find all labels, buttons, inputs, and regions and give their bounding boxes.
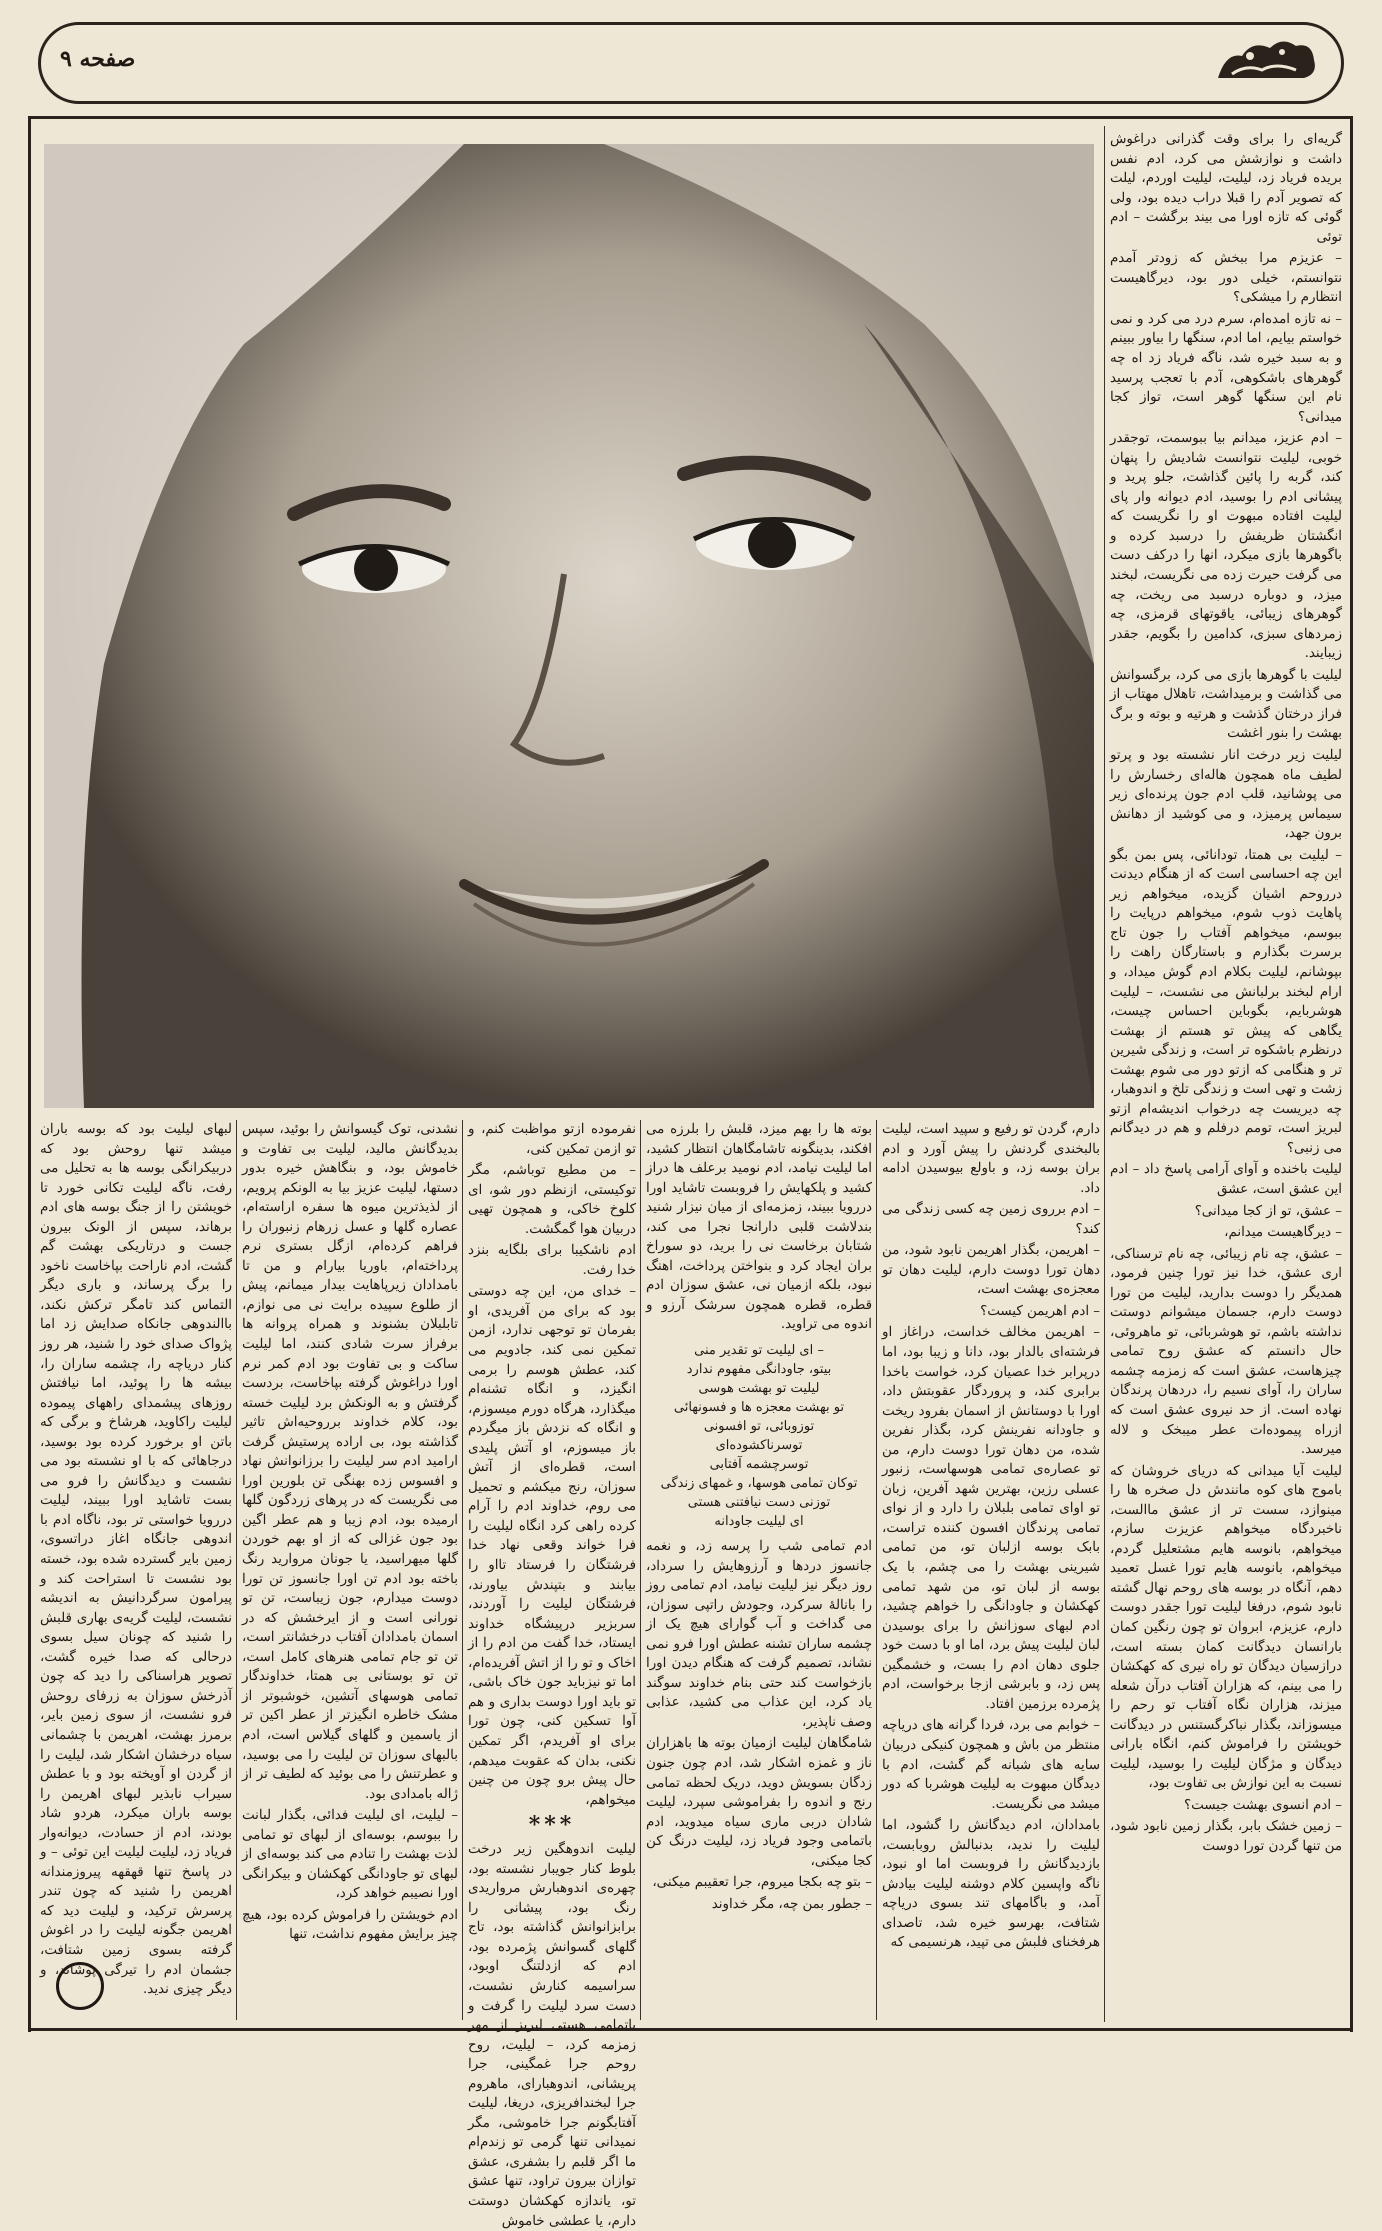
paragraph: بامدادان، ادم دیدگانش را گشود، اما لیلیت را ندید، بدنبالش روبابست، بازدیدگانش را فروبست اما او نبود، ناگه واپسین کلام دوشنه لیلیت بیادش آمد، و باگامهای تند بسوی دریاچه شتافت، بهرسو خیره شد، تاصدای هرفخنای فلبش می تپید، هرنسیمی که bbox=[882, 1818, 1100, 1951]
verse-line: توسرچشمه آفتابی bbox=[709, 1457, 809, 1473]
header-banner bbox=[38, 22, 1344, 104]
paragraph: گریه‌ای را برای وقت گذرانی دراغوش داشت و نوازشش می کرد، ادم نفس بریده فریاد زد، لیلیت، لیلیت اوردم، لیلت که تصویر آدم را قبلا دراب دیده بود، ولی گوئی که تازه اورا می بیند برگشت – ادم توئی bbox=[1110, 132, 1342, 245]
magazine-logo bbox=[1212, 34, 1320, 90]
paragraph: بوته ها را بهم میزد، قلبش را بلرزه می افکند، بدینگونه تاشامگاهان انتظار کشید، اما لیلیت نیامد، ادم نومید برعلف ها دراز کشید و پلکهایش را فروبست تاشاید اورا دررویا ببیند، زمزمه‌ای از میان نیزار شنید بندلاشت قلبی دارانجا نجرا می کند، شتابان برخاست نی را برید، دو سوراخ بران ایجاد کرد و بنواختن پرداخت، اهنگ نبود، بلکه ازمیان نی، عشق سوزان ادم قطره، قطره همچون سرشک آرزو و اندوه می تراوید. bbox=[646, 1122, 872, 1333]
text-column-e bbox=[40, 1120, 232, 1998]
column-divider bbox=[462, 1120, 463, 2020]
paragraph: – اهریمن مخالف خداست، دراغاز او فرشته‌ای بالدار بود، دانا و زیبا بود، اما درپرابر خدا عصیان کرد، خواست باخدا برابری کند، و پروردگار عقوبتش داد، اورا با دوستانش از اسمان بفرود ریخت و جاودانه نفرینش کرد، بگذار نفرین شده، من دهان تورا دوست دارم، من تو عصاره‌ی تمامی هوسهاست، زنبور عسلی رزین، بهترین شهد آفرین، زبان تو اوای تمامی بلبلان را دارد و از نوای تمامی پرندگان افسون کننده تراست، بابک بوسه ازلبان تو، من تمامی شیرینی بهشت را می چشم، با یک بوسه از لبان تو، من شهد تمامی کهکشان و جاودانگی را خواهم چشید، ادم لبهای سوزانش را برای بوسیدن لبان لیلیت پیش برد، اما او با دست خود جلوی دهان ادم را بست، و خشمگین پس زد، و بابرشی ازجا برخواست، ادم پژمرده برزمین افتاد. bbox=[882, 1325, 1100, 1712]
paragraph: – عشق، چه نام زیبائی، چه نام ترسناکی، اری عشق، خدا نیز تورا چنین فرمود، همدیگر را دوست بدارید، لیلیت من تورا دوست دارم، جسمان میشوانم دوستت نداشته باشم، تو هوشربائی، تو ماهروئی، حال دانستم که عشق روح تمامی چیزهاست، عشق است که زمزمه چشمه ساران را، آوای نسیم را، دردهان پرندگان نهاده است. از حد نیروی عشق است که ازراه پیموده‌ات عطر میبخک و لاله میرسد. bbox=[1110, 1246, 1342, 1458]
paragraph: لیلیت اندوهگین زیر درخت بلوط کنار جویبار نشسته بود، چهره‌ی اندوهبارش مرواریدی رنگ بود، پیشانی را برابزانوانش گذاشته بود، تاج گلهای گسوانش پژمرده بود، ادم که ازدلتنگ اوبود، سراسیمه کنارش نشست، دست سرد لیلیت را گرفت و باتمامی هستی لبریز از مهر زمزمه کرد، – لیلیت، روح روحم جرا غمگینی، جرا پریشانی، اندوهبارای، ماهروم جرا لبخندافریزی، دریغا، لیلیت آفتابگونم جرا خاموشی، مگر نمیدانی تنها گرمی تو زندم‌ام ما اگر قلبم را بشفری، عشق توازان بیرون تراود، تنها عشق تو، یاندازه کهکشان دوستت دارم، یا عطشی خاموش bbox=[468, 1842, 636, 2229]
paragraph: – زمین خشک بابر، بگذار زمین نابود شود، من تنها گردن تورا دوست bbox=[1110, 1819, 1342, 1855]
verse-line: توکان تمامی هوسها، و غمهای زندگی bbox=[660, 1476, 858, 1492]
verse-line: – ای لیلیت تو تقدیر منی bbox=[694, 1343, 824, 1359]
verse-line: تو بهشت معجزه ها و فسونهائی bbox=[673, 1400, 845, 1416]
paragraph: – خوابم می برد، فردا گرانه های دریاچه منتظر من باش و همچون کنیکی دربیان سایه های شبانه گم گشت، ادم با دیدگان مبهوت به لیلیت هوشربا که دور میشد می نگریست. bbox=[882, 1718, 1100, 1812]
text-column-right bbox=[1110, 130, 1342, 2020]
paragraph: – عشق، تو از کجا میدانی؟ bbox=[1194, 1203, 1342, 1219]
verse-line: توزوبائی، تو افسونی bbox=[703, 1419, 815, 1435]
paragraph: – من مطیع توباشم، مگر توکیستی، ازنظم دور شو، ای کلوخ خاکی، و همچون تهیی دربیان هوا گمگشت. bbox=[468, 1163, 636, 1237]
column-divider bbox=[876, 1120, 877, 2020]
paragraph: – ادم اهریمن کیست؟ bbox=[980, 1303, 1100, 1319]
paragraph: لیلیت زیر درخت انار نشسته بود و پرتو لطیف ماه همچون هاله‌ای رخسارش را می پوشانید، قلب ادم جون پرنده‌ای زیر سیماس پرمیزد، و می کوشید از دهانش برون جهد، bbox=[1110, 747, 1342, 842]
text-column-d bbox=[242, 1120, 458, 2020]
verse-block bbox=[646, 1341, 872, 1531]
verse-line: توسرناکشوده‌ای bbox=[715, 1438, 803, 1454]
paragraph: – جطور بمن چه، مگر خداوند bbox=[711, 1896, 872, 1912]
verse-line: توزنی دست نیافتنی هستی bbox=[687, 1495, 831, 1511]
paragraph: نفرموده ازتو مواظبت کنم، و تو ازمن تمکین کنی، bbox=[468, 1122, 636, 1157]
paragraph: شامگاهان لیلیت ازمیان بوته ها باهزاران ناز و غمزه اشکار شد، ادم چون جنون زدگان بسویش دوید، دریک لحظه تمامی رنج و اندوه را بفراموشی سپرد، لیلیت شادان دربی ماری سیاه میدوید، ادم باتمامی وجود فریاد زد، لیلیت درنگ کن کجا میکنی، bbox=[646, 1736, 872, 1869]
verse-line: ای لیلیت جاودانه bbox=[714, 1514, 804, 1530]
paragraph: ادم ناشکیبا برای بلگایه بنزد خدا رفت. bbox=[468, 1243, 636, 1278]
paragraph: – ادم بررو‌ی زمین چه کسی زندگی می کند؟ bbox=[882, 1202, 1100, 1237]
paragraph: – خدای من، این چه دوستی بود که برای من آفریدی، او بفرمان تو توجهی ندارد، ازمن تمکین نمی کند، جادویم می کند، عطش هوسم را برمی انگیزد، و انگاه تشنه‌ام میگذارد، هرگاه دورم میسوزم، و انگاه که نزدش باز میگردم باز میسوزم، او آتش پلیدی است، قطره‌ای از آتش سوزان، رنج میکشم و تحمیل می روم، خداوند ادم را آرام کرده راهی کرد انگاه لیلیت را فرا خواند وقعی نهاد خدا فرشتگان را فرستاد تااو را بیابند و بتپندش بیاورند، فرشتگان لیلیت را آوردند، سربزیر درپیشگاه خداوند ایستاد، خدا گفت من ادم را از اخاک و تو را از اتش آفریده‌ام، اما تو نیزباید جون خاک باشی، تو باید اورا دوست بداری و هم آوا تسکین کنی، چون تورا برای او آفریدم، اگر تمکین نکنی، بدان که عقوبت میدهم، حال پیش برو چون من چنین میخواهم، bbox=[468, 1284, 636, 1808]
column-divider bbox=[236, 1120, 237, 2020]
paragraph: – نه تازه امده‌ام، سرم درد می کرد و نمی خواستم بیایم، اما ادم، سنگها را بیاور ببینم و به سبد خیره شد، ناگه فریاد زد اه چه گوهرهای باشکوهی، آدم با تعجب پرسید نام این سنگها گوهر است، تواز کجا میدانی؟ bbox=[1110, 311, 1342, 425]
frame-bottom-rule bbox=[30, 2028, 1352, 2031]
paragraph: – ادم انسوی بهشت جیست؟ bbox=[1183, 1797, 1342, 1813]
paragraph: لیلیت باخنده و آوای آرامی پاسخ داد – ادم این عشق است، عشق bbox=[1110, 1162, 1342, 1197]
paragraph: دارم، گردن تو رفیع و سپید است، لیلیت بالبخندی گردنش را پیش آورد و ادم بران بوسه زد، و باولع بیوسیدن ادامه داد. bbox=[882, 1122, 1100, 1196]
text-column-b bbox=[646, 1120, 872, 2020]
frame-left-rule bbox=[28, 116, 31, 2032]
paragraph: لیلیت با گوهرها بازی می کرد، برگسوانش می گذاشت و برمیداشت، تاهلال مهتاب از فراز درختان گذشت و هرتیه و بوته و برگ بهشت را بنور اغشت bbox=[1110, 667, 1342, 742]
paragraph: – عزیزم مرا ببخش که زودتر آمدم نتوانستم، خیلی دور بود، دیرگاهیست انتظارم را میشکی؟ bbox=[1110, 251, 1342, 306]
paragraph: – بتو چه بکجا میروم، جرا تعقیبم میکنی، bbox=[652, 1875, 872, 1891]
paragraph: – لیلیت بی همتا، تودانائی، پس بمن بگو این چه احساسی است که از هنگام دیدنت درروحم اشیان گزیده، میخواهم زیر پاهایت ذوب شوم، میخواهم درپایت را ببوسم، میخواهم آفتاب را جون تاج برسرت بگذارم و باستارگان راهت را بپوشانم، لیلیت بکلام ادم گوش میداد، و ارام لبخند برلبانش می نشست، – لیلیت هوشربایم، بگوباین احساس چیست، یگاهی که پیش تو هستم از بهشت درنظرم باشکوه تر است، و زندگی شیرین تر و هنگامی که ازتو دور می شوم بهشت زشت و تهی است و زندگی تلخ و اندوهبار، چه دیریست چه درخواب اندیشه‌ام ازتو لبریز است، تومم درفلم و هم در دیدگانم می زنبی؟ bbox=[1110, 847, 1342, 1156]
paragraph: – دیرگاهیست میدانم، bbox=[1224, 1225, 1342, 1241]
paragraph: ادم تمامی شب را پرسه زد، و نغمه جانسوز دردها و آرزوهایش را سرداد، روز دیگر نیز لیلیت نیامد، ادم تمامی روز را بانالهٔ سرکرد، وجودش راتپی سوزان، می گداخت و آب گوارای هیچ یک از چشمه ساران تشنه عطش اورا فرو نمی نشاند، تصمیم گرفت که هنگام دیدن اورا بازخواست کند حتی بنام خداوند سوگند یاد کرد، این عذاب می کشید، عذابی وصف ناپذیر، bbox=[646, 1539, 872, 1730]
column-divider bbox=[640, 1120, 641, 2020]
paragraph: لبهای لیلیت بود که بوسه باران میشد تنها روحش بود که دربیکرانگی بوسه ها به تحلیل می رفت، ناگه لیلیت تکانی خورد تا خویشتن را از جنگ بوسه های ادم برهاند، سپس از الونک بیرون جست و درتاریکی بهشت گم گشت، ادم ناراحت بپاخاست ناخود را برگ پرساند، و باری دیگر التماس کند تامگر ترکش نکند، باالندوهی جانکاه صدایش زد اما پژواک صدای خود را شنید، هر روز کنار دریاچه را، چشمه ساران را، بیشه ها را پوئید، اما نیافتش روزهای پیشمدای راههای پیموده لیلیت راکاوید، هرشاخ و برگی که باتن او برخورد کرده بود بوسید، درجاهائی که با او نشسته بود می نشست و دیدگانش را فرو می بست تاشاید اورا ببیند، لیلیت دررویا خواستی تر بود، ناگاه ادم با اندوهی جانگاه اغاز دراتسوی، زمین بایر گسترده شده بود، خسته بود نشست تا استراحت کند و پیرامون سرگردانیش به اندیشه نشست، لیلیت گریه‌ی بهاری قلبش را شنید که چونان سیل بسوی درحالی که صدا خیره گشت، تصویر هراسناکی را دید که چون آذرخش سوزان به زرفای روحش فرو نشست، از سوی زمین بایر، برمرز بهشت، اهریمن با چشمانی سیاه درخشان اشکار شد، لیلیت را از گردن او آویخته بود و با عطش سیراب نابذیر لبهای اهریمن را بوسه باران میکرد، هردو شاد بودند، ادم از حسادت، دیوانه‌وار فریاد زد، لیلیت لیلیت این توئی – و در پاسخ تنها قهقهه پیروزمندانه اهریمن را شنید که چون تندر پرسرش ترکید، و لیلیت دید که اهریمن جگونه لیلیت را در اغوش گرفته بسوی زمین شتافت، جشمان ادم را تیرگی پوشاند، و دیگر چیزی ندید. bbox=[40, 1122, 232, 1998]
paragraph: – ادم عزیز، میدانم بیا ببوسمت، توجقدر خوبی، لیلیت نتوانست شادیش را پنهان کند، گربه را پائین گذاشت، جلو پرید و پیشانی ادم را بوسید، ادم دیوانه وار پای لیلیت افتاده مبهوت او را نگریست که انگشتان ظریفش را درسبد کرده و باگوهرها بازی میکرد، انها را درکف دست می گرفت حیرت زده می نگریست، لبخند میزد، و دوباره درسبد می ریخت، چه گوهرهای زیبائی، یاقوتهای قرمزی، چه زمردهای سبزی، کدامین را بگویم، جقدر زیبایند. bbox=[1110, 431, 1342, 662]
verse-line: لیلیت تو بهشت هوسی bbox=[698, 1381, 820, 1397]
end-mark-circle bbox=[56, 1962, 104, 2010]
text-column-a bbox=[882, 1120, 1100, 2020]
paragraph: نشدنی، توک گیسوانش را بوئید، سپس بدیدگانش مالید، لیلیت بی تفاوت و خاموش بود، و بنگاهش خیره بدور دستها، لیلیت عزیز بیا به الونکم پرویم، از لذیذترین میوه ها سفره اراسته‌ام، عصاره گلها و عسل زرهام زنبوران را فراهم کرده‌ام، ازگل بستری نرم پرداخته‌ام، باوریا بیارام و من تا بامدادان زیرپاهایت بیدار میمانم، پیش از طلوع سپیده برایت نی می نوازم، تابلبلان بشنوند و همراه پروانه ها برفراز سرت شادی کنند، اما لیلیت ساکت و بی تفاوت بود ادم کمر نرم اورا دراغوش گرفته بپاخاست، بردست گرفتش و به الونکش برد لیلیت خسته بود، کلام خداوند برروحیه‌اش تاثیر گذاشته بود، بی اراده پرستیش گرفت ارامید ادم سر لیلیت را برزانوانش نهاد و افسوس زده بهنگی تن بلورین اورا می نگریست که در پرهای زردگون گلها ارمیده بود، ادم زیبا و هم عطر اگین بود جون غزالی که از او بهم خوردن گلها میهراسید، یا جونان مروارید رنگ باخته بود ادم تن اورا جانسوز تن تورا دوست میدارم، جون زیباست، تن تو نورانی است و از ایرخشش که در اسمان بامدادان آفتاب درخشانتر است، تن تو جام تمامی هنرهای کامل است، تن تو بوستانی بی همتا، خداوندگار تمامی هوسهای آتشین، خوشبوتر از مشک خاطره انگیزتر از عطر اکین تر از یاسمین و گلهای گیلاس است، ادم بالبهای سوزان تن لیلیت را می بوسید، و عطرتنش را می بوئید که لطیف تر از ژاله بامدادی بود. bbox=[242, 1122, 458, 1802]
text-column-c bbox=[468, 1120, 636, 2229]
section-break-stars: *** bbox=[528, 1812, 576, 1839]
column-divider bbox=[1104, 126, 1105, 2022]
page-number: صفحه ۹ bbox=[60, 46, 136, 72]
paragraph: لیلیت آیا میدانی که دریای خروشان که باموج های کوه مانندش دل صخره ها را مینوازد، سست تر از عشق ماالست، ناخبردگاه میخواهم عزیزت سازم، میخواهم، بانوسه هایم مشتعلیل گردم، میخواهم، بانوسه هایم تورا غسل تعمید دهم، آنگاه در بوسه های روحم نهال گشته نابود شوم، درفغا لیلیت تورا جقدر دوست دارم، عزیزم، ابروان تو چون رنگین کمان بارانسان دیدگانت کمان بسته است، درازسیان دیدگان تو راه نیری که کهکشان را می بینم، که هزاران آفتاب درآن شعله میزند، هزاران نگاه آفتاب تو رحم را میسوزاند، بگذار نباکرگستنس در دیدگانت خویشتن را فراموش کنم، انگاه بارانی دیدگان و مژگان لیلیت را بوسید، لیلیت نسبت به این نوازش بی تفاوت بود، bbox=[1110, 1463, 1342, 1792]
frame-top-rule bbox=[30, 116, 1352, 119]
paragraph: – لیلیت، ای لیلیت فدائی، بگذار لبانت را ببوسم، بوسه‌ای از لبهای تو تمامی لذت بهشت را تنادم می کند بوسه‌ای از لبهای تو جاودانگی کهکشان و بیکرانگی اورا نصیبم خواهد کرد، bbox=[242, 1808, 458, 1902]
paragraph: ادم خویشتن را فراموش کرده بود، هیچ چیز برایش مفهوم نداشت، تنها bbox=[242, 1907, 458, 1943]
paragraph: – اهریمن، بگذار اهریمن نابود شود، من دهان تورا دوست دارم، لیلیت دهان تو معجزه‌ی بهشت است، bbox=[882, 1243, 1100, 1298]
frame-right-rule bbox=[1350, 116, 1353, 2032]
verse-line: بیتو، جاودانگی مفهوم ندارد bbox=[686, 1362, 832, 1378]
portrait-photo bbox=[44, 144, 1094, 1108]
